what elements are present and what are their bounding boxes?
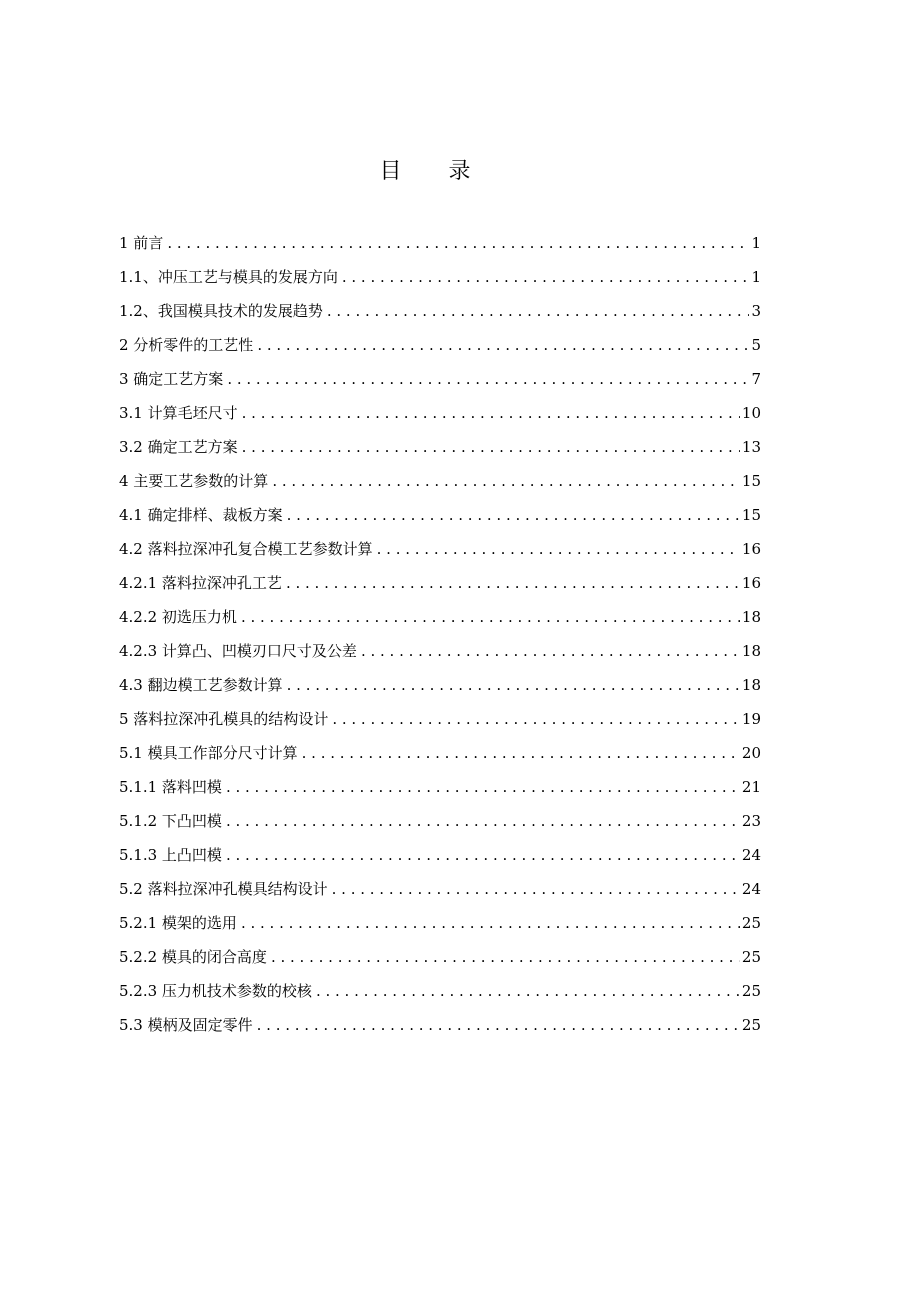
toc-entry[interactable] xyxy=(119,706,761,740)
toc-entry-page-number: 16 xyxy=(741,540,761,558)
toc-entry[interactable] xyxy=(119,740,761,774)
toc-entry[interactable] xyxy=(119,842,761,876)
toc-entry-page-number: 10 xyxy=(741,404,761,422)
toc-entry[interactable] xyxy=(119,978,761,1012)
toc-entry-page-number: 23 xyxy=(741,812,761,830)
page-title: 目 录 xyxy=(379,159,491,184)
toc-dot-leader xyxy=(167,230,749,256)
toc-entry-label: 5.2.2 模具的闭合高度 xyxy=(119,948,267,966)
toc-entry-label: 3.1 计算毛坯尺寸 xyxy=(119,404,238,422)
toc-entry-label: 5.1 模具工作部分尺寸计算 xyxy=(119,744,298,762)
toc-entry-page-number: 21 xyxy=(741,778,761,796)
toc-entry-label: 4.2.3 计算凸、凹模刃口尺寸及公差 xyxy=(119,642,357,660)
toc-dot-leader xyxy=(242,434,740,460)
toc-entry[interactable] xyxy=(119,502,761,536)
toc-entry-page-number: 5 xyxy=(751,336,761,354)
toc-entry-label: 1.2、我国模具技术的发展趋势 xyxy=(119,302,323,320)
toc-dot-leader xyxy=(226,808,740,834)
toc-entry-label: 4.2 落料拉深冲孔复合模工艺参数计算 xyxy=(119,540,373,558)
toc-dot-leader xyxy=(377,536,740,562)
toc-entry[interactable] xyxy=(119,774,761,808)
toc-dot-leader xyxy=(257,332,749,358)
toc-entry[interactable] xyxy=(119,366,761,400)
toc-entry-label: 5.2.3 压力机技术参数的校核 xyxy=(119,982,312,1000)
toc-entry-label: 3.2 确定工艺方案 xyxy=(119,438,238,456)
toc-entry-page-number: 13 xyxy=(741,438,761,456)
toc-entry-page-number: 18 xyxy=(741,676,761,694)
toc-entry-page-number: 15 xyxy=(741,506,761,524)
toc-dot-leader xyxy=(332,876,740,902)
toc-dot-leader xyxy=(287,672,740,698)
toc-entry-label: 5.1.2 下凸凹模 xyxy=(119,812,222,830)
toc-entry-label: 5.2 落料拉深冲孔模具结构设计 xyxy=(119,880,328,898)
toc-entry-label: 5.3 模柄及固定零件 xyxy=(119,1016,253,1034)
toc-entry-label: 5.1.1 落料凹模 xyxy=(119,778,222,796)
toc-entry-page-number: 15 xyxy=(741,472,761,490)
toc-entry[interactable] xyxy=(119,468,761,502)
toc-entry[interactable] xyxy=(119,638,761,672)
toc-entry[interactable] xyxy=(119,298,761,332)
toc-entry-label: 4 主要工艺参数的计算 xyxy=(119,472,269,490)
toc-dot-leader xyxy=(287,502,740,528)
toc-dot-leader xyxy=(286,570,740,596)
toc-dot-leader xyxy=(241,910,740,936)
toc-entry-page-number: 20 xyxy=(741,744,761,762)
toc-entry-label: 4.2.2 初选压力机 xyxy=(119,608,237,626)
toc-dot-leader xyxy=(272,468,740,494)
toc-entry[interactable] xyxy=(119,570,761,604)
toc-dot-leader xyxy=(342,264,750,290)
toc-dot-leader xyxy=(227,366,749,392)
toc-dot-leader xyxy=(361,638,740,664)
toc-dot-leader xyxy=(241,604,740,630)
toc-entry-page-number: 1 xyxy=(751,234,761,252)
toc-dot-leader xyxy=(242,400,740,426)
toc-entry-page-number: 3 xyxy=(751,302,761,320)
toc-dot-leader xyxy=(226,842,740,868)
toc-entry[interactable] xyxy=(119,604,761,638)
toc-entry[interactable] xyxy=(119,230,761,264)
toc-entry-label: 5 落料拉深冲孔模具的结构设计 xyxy=(119,710,329,728)
table-of-contents xyxy=(119,230,761,1046)
toc-entry[interactable] xyxy=(119,400,761,434)
toc-entry[interactable] xyxy=(119,944,761,978)
toc-dot-leader xyxy=(327,298,750,324)
toc-entry[interactable] xyxy=(119,434,761,468)
toc-entry-page-number: 19 xyxy=(741,710,761,728)
toc-entry[interactable] xyxy=(119,910,761,944)
toc-entry-page-number: 16 xyxy=(741,574,761,592)
toc-entry[interactable] xyxy=(119,672,761,706)
toc-dot-leader xyxy=(271,944,740,970)
toc-entry[interactable] xyxy=(119,1012,761,1046)
toc-entry-page-number: 25 xyxy=(741,1016,761,1034)
toc-entry-label: 4.3 翻边模工艺参数计算 xyxy=(119,676,283,694)
toc-entry-page-number: 7 xyxy=(751,370,761,388)
toc-entry-page-number: 25 xyxy=(741,914,761,932)
toc-entry-label: 4.2.1 落料拉深冲孔工艺 xyxy=(119,574,282,592)
toc-entry-label: 5.1.3 上凸凹模 xyxy=(119,846,222,864)
toc-entry[interactable] xyxy=(119,332,761,366)
toc-entry[interactable] xyxy=(119,808,761,842)
toc-entry[interactable] xyxy=(119,264,761,298)
toc-entry-label: 1 前言 xyxy=(119,234,164,252)
toc-dot-leader xyxy=(257,1012,740,1038)
toc-entry-page-number: 25 xyxy=(741,948,761,966)
toc-entry-label: 2 分析零件的工艺性 xyxy=(119,336,254,354)
toc-entry-page-number: 18 xyxy=(741,642,761,660)
toc-entry[interactable] xyxy=(119,536,761,570)
toc-entry-label: 1.1、冲压工艺与模具的发展方向 xyxy=(119,268,338,286)
toc-entry-page-number: 1 xyxy=(751,268,761,286)
toc-dot-leader xyxy=(332,706,740,732)
toc-dot-leader xyxy=(226,774,740,800)
toc-entry[interactable] xyxy=(119,876,761,910)
toc-entry-label: 5.2.1 模架的选用 xyxy=(119,914,237,932)
toc-entry-page-number: 24 xyxy=(741,846,761,864)
toc-dot-leader xyxy=(316,978,740,1004)
toc-entry-label: 4.1 确定排样、裁板方案 xyxy=(119,506,283,524)
toc-entry-label: 3 确定工艺方案 xyxy=(119,370,224,388)
toc-entry-page-number: 18 xyxy=(741,608,761,626)
toc-entry-page-number: 25 xyxy=(741,982,761,1000)
toc-dot-leader xyxy=(302,740,740,766)
toc-entry-page-number: 24 xyxy=(741,880,761,898)
